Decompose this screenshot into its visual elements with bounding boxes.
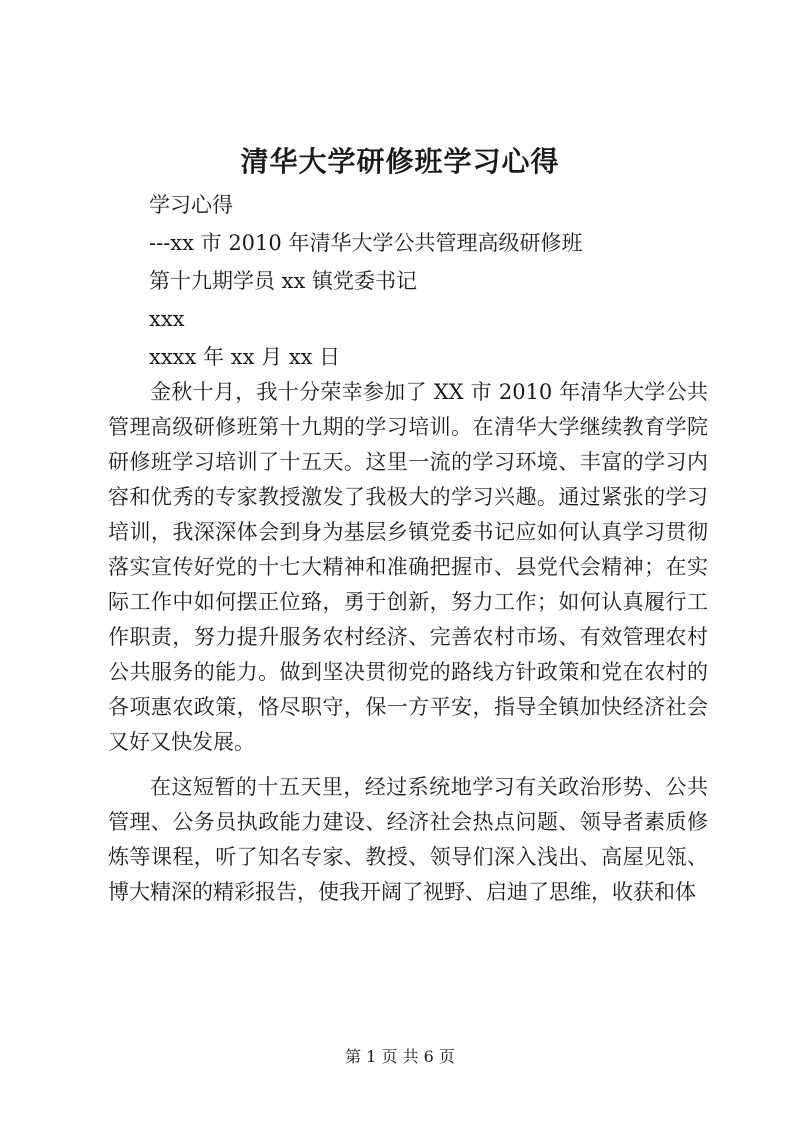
header-date: xxxx 年 xx 月 xx 日 [149, 345, 341, 369]
header-program: ---xx 市 2010 年清华大学公共管理高级研修班 [149, 231, 583, 255]
document-header-block [149, 186, 709, 376]
document-title: 清华大学研修班学习心得 [240, 145, 560, 178]
body-paragraph: 金秋十月，我十分荣幸参加了 XX 市 2010 年清华大学公共管理高级研修班第十九期的学习培训。在清华大学继续教育学院研修班学习培训了十五天。这里一流的学习环境、丰富的学习内容和优秀的专家教授激发了我极大的学习兴趣。通过紧张的学习培训，我深深体会到身为基层乡镇党委书记应如何认真学习贯彻落实宣传好党的十七大精神和准确把握市、县党代会精神；在实际工作中如何摆正位臵，勇于创新，努力工作；如何认真履行工作职责，努力提升服务农村经济、完善农村市场、有效管理农村公共服务的能力。做到坚决贯彻党的路线方针政策和党在农村的各项惠农政策，恪尽职守，保一方平安，指导全镇加快经济社会又好又快发展。 [108, 380, 708, 754]
page-footer: 第 1 页 共 6 页 [345, 1047, 455, 1066]
document-body [108, 375, 708, 920]
header-author-role: 第十九期学员 xx 镇党委书记 [149, 269, 418, 293]
header-author-name: xxx [149, 307, 185, 331]
body-paragraph: 在这短暂的十五天里，经过系统地学习有关政治形势、公共管理、公务员执政能力建设、经济社会热点问题、领导者素质修炼等课程，听了知名专家、教授、领导们深入浅出、高屋见瓴、博大精深的精彩报告，使我开阔了视野、启迪了思维，收获和体 [108, 775, 708, 904]
header-heading: 学习心得 [149, 193, 233, 217]
